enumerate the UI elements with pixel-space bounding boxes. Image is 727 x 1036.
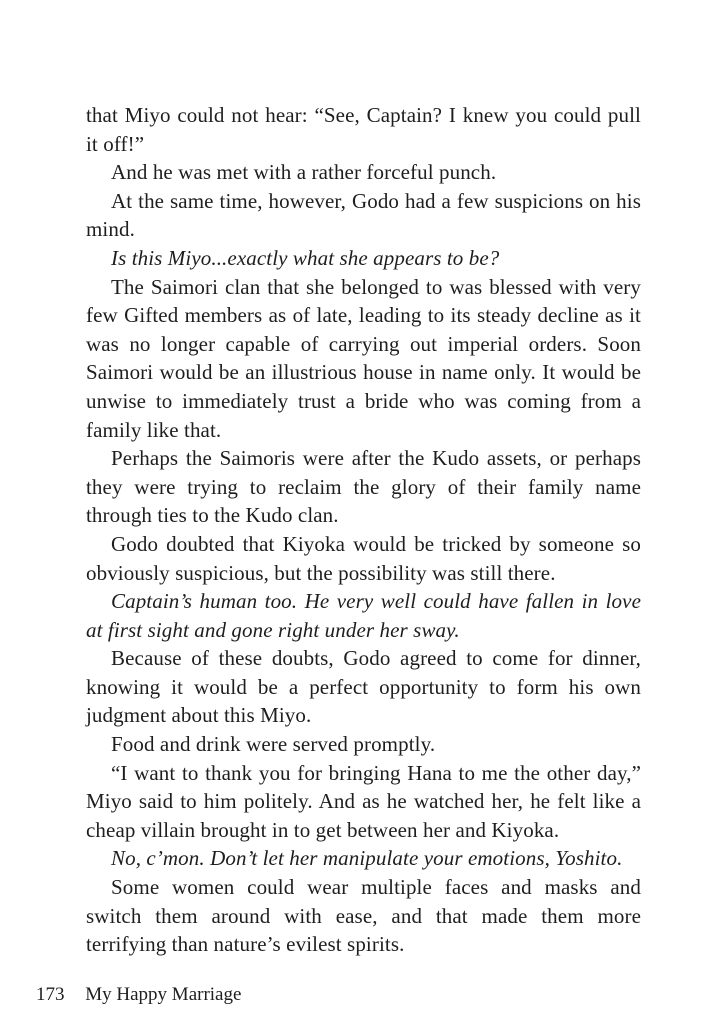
italic-thought-paragraph: Captain’s human too. He very well could have fallen in love at first sight and gone right under her sway.	[86, 589, 641, 642]
page-number: 173	[36, 984, 65, 1005]
paragraph: And he was met with a rather forceful punch.	[111, 160, 497, 185]
paragraph: Because of these doubts, Godo agreed to come for dinner, knowing it would be a perfect opportunity to form his own judgment about this Miyo.	[86, 646, 641, 728]
paragraph: The Saimori clan that she belonged to was blessed with very few Gifted members as of late, leading to its steady decline as it was no longer capable of carrying out imperial orders. Soon Saimori would be an illustrious house in name only. It would be unwise to immediately trust a bride who was coming from a family like that.	[86, 274, 641, 442]
italic-thought-paragraph: No, c’mon. Don’t let her manipulate your emotions, Yoshito.	[111, 846, 623, 871]
paragraph: Godo doubted that Kiyoka would be tricked by someone so obviously suspicious, but the possibility was still there.	[86, 531, 641, 585]
paragraph: Some women could wear multiple faces and masks and switch them around with ease, and that made them more terrifying than nature’s evilest spirits.	[86, 875, 641, 957]
paragraph: Food and drink were served promptly.	[111, 732, 436, 757]
paragraph: “I want to thank you for bringing Hana to me the other day,” Miyo said to him politely. And as he watched her, he felt like a cheap villain brought in to get between her and Kiyoka.	[86, 760, 641, 842]
book-title: My Happy Marriage	[85, 984, 242, 1005]
paragraph: that Miyo could not hear: “See, Captain? I knew you could pull it off!”	[86, 103, 641, 156]
paragraph: Perhaps the Saimoris were after the Kudo assets, or perhaps they were trying to reclaim the glory of their family name through ties to the Kudo clan.	[86, 446, 641, 528]
page-footer	[36, 983, 241, 1007]
paragraph: At the same time, however, Godo had a few suspicions on his mind.	[86, 188, 641, 242]
body-text	[86, 101, 641, 959]
italic-thought-paragraph: Is this Miyo...exactly what she appears to be?	[111, 245, 500, 270]
